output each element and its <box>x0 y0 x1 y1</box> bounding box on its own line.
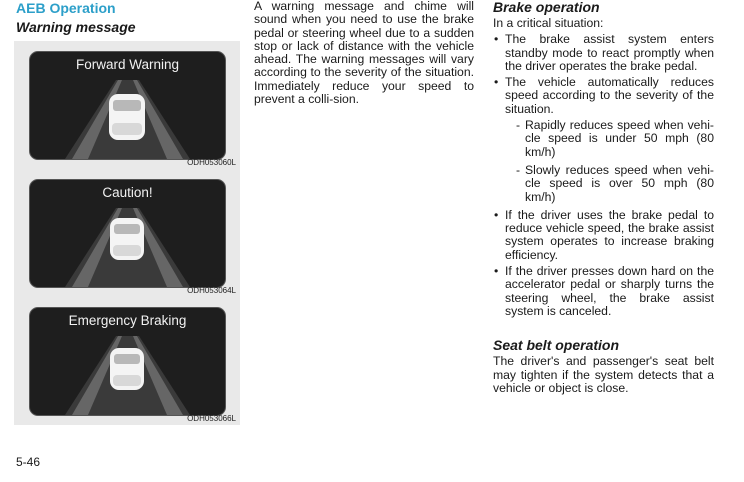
cluster-display <box>29 179 226 288</box>
brake-intro: In a critical situation: <box>493 16 604 30</box>
brake-operation-heading: Brake operation <box>493 0 600 15</box>
caution-panel <box>14 169 240 297</box>
cluster-display <box>29 307 226 416</box>
section-title: AEB Operation <box>16 0 116 16</box>
page-number: 5-46 <box>16 455 41 469</box>
screen-message: Caution! <box>102 185 153 200</box>
list-item: • The brake assist system enters standby mode to react promptly when the driver operates the brake pedal. <box>493 33 714 73</box>
list-item: • If the driver presses down hard on the accelerator pedal or sharply turns the steering wheel, the brake assist system is canceled. <box>493 265 714 318</box>
warning-message-subtitle: Warning message <box>16 19 136 35</box>
car-icon <box>109 94 145 140</box>
seat-belt-heading: Seat belt operation <box>493 337 620 354</box>
seat-belt-paragraph: The driver's and passenger's seat belt may tighten if the system detects that a vehicle or object is close. <box>493 354 714 395</box>
screen-message: Forward Warning <box>75 57 180 72</box>
list-item: • If the driver uses the brake pedal to reduce vehicle speed, the brake assist system operates to increase braking efficiency. <box>493 209 714 262</box>
cluster-display <box>29 51 226 160</box>
dash-item: - Slowly reduces speed when vehi-cle speed is over 50 mph (80 km/h) <box>505 164 714 204</box>
list-item: • The vehicle automatically reduces speed according to the severity of the situation. - Rapidly reduces speed when vehi-cle speed is under 50 mph (80 km/h) - Slowly reduces speed when vehi-cle speed is over 50 mph (80 km/h) <box>493 76 714 204</box>
figure-code: ODH053064L <box>187 286 236 295</box>
figure-code: ODH053060L <box>187 158 236 167</box>
car-icon <box>110 348 144 390</box>
warning-paragraph: A warning message and chime will sound when you need to use the brake pedal or steering wheel due to a sudden stop or lack of distance with the vehicle ahead. The warning messages will vary according to the severity of the situation. Immediately reduce your speed to prevent a colli-sion. <box>254 0 474 107</box>
brake-operation-column <box>493 0 714 395</box>
brake-bullet-list <box>493 33 714 318</box>
car-icon <box>110 218 144 260</box>
dash-item: - Rapidly reduces speed when vehi-cle speed is under 50 mph (80 km/h) <box>505 119 714 159</box>
screen-message: Emergency Braking <box>68 313 187 328</box>
emergency-braking-panel <box>14 297 240 425</box>
warning-description <box>254 0 474 106</box>
forward-warning-panel <box>14 41 240 169</box>
figure-code: ODH053066L <box>187 414 236 423</box>
